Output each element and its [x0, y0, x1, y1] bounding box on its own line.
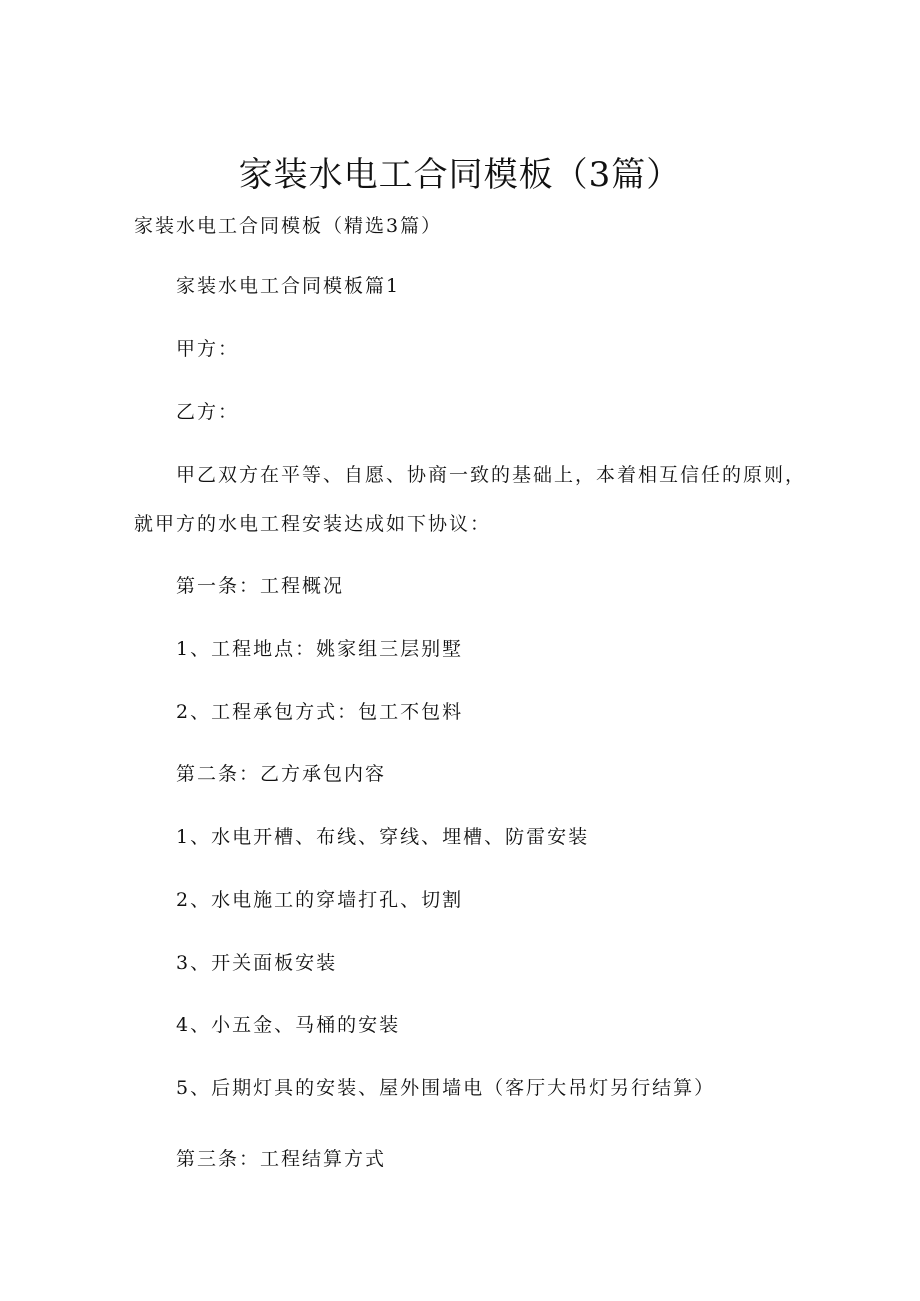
party-a-label: 甲方：	[176, 338, 240, 360]
document-subtitle: 家装水电工合同模板（精选3篇）	[134, 215, 443, 237]
article-2-item: 4、小五金、马桶的安装	[176, 1014, 401, 1036]
party-b-label: 乙方：	[176, 401, 240, 423]
section-heading: 家装水电工合同模板篇1	[176, 275, 401, 297]
article-3-heading: 第三条：工程结算方式	[176, 1148, 387, 1170]
article-1-heading: 第一条：工程概况	[176, 575, 345, 597]
article-1-item: 2、工程承包方式：包工不包料	[176, 701, 464, 723]
article-2-heading: 第二条：乙方承包内容	[176, 763, 387, 785]
article-2-item: 2、水电施工的穿墙打孔、切割	[176, 889, 464, 911]
article-2-item: 1、水电开槽、布线、穿线、埋槽、防雷安装	[176, 826, 590, 848]
document-title: 家装水电工合同模板（3篇）	[238, 155, 682, 195]
article-1-item: 1、工程地点：姚家组三层别墅	[176, 638, 464, 660]
article-2-item: 5、后期灯具的安装、屋外围墙电（客厅大吊灯另行结算）	[176, 1077, 716, 1099]
intro-paragraph-line-1: 甲乙双方在平等、自愿、协商一致的基础上，本着相互信任的原则，	[176, 464, 807, 486]
intro-paragraph-line-2: 就甲方的水电工程安装达成如下协议：	[134, 513, 492, 535]
article-2-item: 3、开关面板安装	[176, 952, 338, 974]
